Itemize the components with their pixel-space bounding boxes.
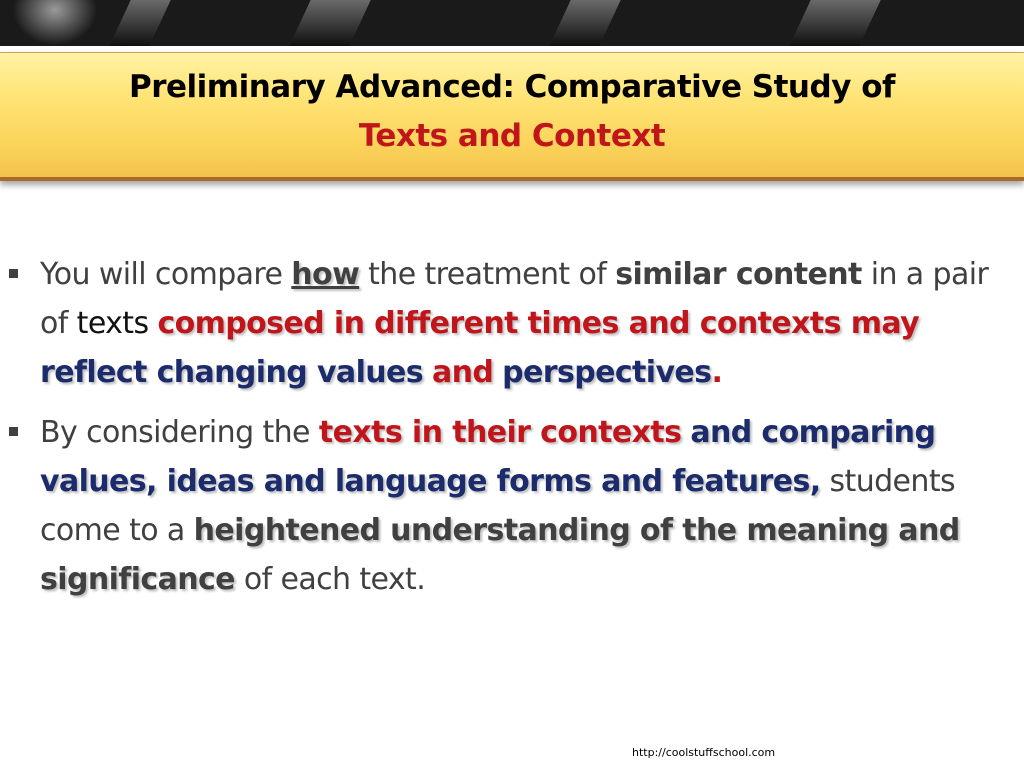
bullet-text	[423, 355, 432, 390]
bullet-text	[493, 355, 502, 390]
header-photo-strip	[0, 0, 1024, 46]
title-band	[0, 52, 1024, 181]
emphasis-and: and	[431, 355, 494, 390]
emphasis-period: .	[711, 355, 723, 390]
square-bullet-icon	[9, 427, 18, 436]
emphasis-similar-content: similar content	[615, 257, 862, 292]
square-bullet-icon	[9, 269, 18, 278]
bullet-text	[681, 415, 690, 450]
decorative-highlight	[289, 0, 370, 46]
bullet-text: You will compare	[40, 257, 292, 292]
emphasis-comparing-values: and comparing values, ideas and language forms and features,	[40, 415, 936, 499]
decorative-highlight	[109, 0, 170, 46]
slide-title: Preliminary Advanced: Comparative Study of	[129, 69, 895, 105]
bullet-text: students come to a	[40, 464, 956, 548]
decorative-highlight	[549, 0, 620, 46]
bullet-item	[0, 250, 1024, 397]
slide-subtitle: Texts and Context	[358, 118, 666, 154]
emphasis-reflect-changing-values: reflect changing values	[40, 355, 424, 390]
source-url: http://coolstuffschool.com	[632, 746, 776, 759]
emphasis-texts-in-their-contexts: texts in their contexts	[318, 415, 682, 450]
emphasis-composed-in-different-times: composed in different times and contexts may	[157, 306, 920, 341]
bullet-list	[0, 250, 1024, 604]
bullet-text: in a pair of	[40, 257, 989, 341]
emphasis-perspectives: perspectives	[502, 355, 712, 390]
emphasis-heightened-understanding: heightened understanding of the meaning and significance	[40, 513, 960, 597]
bullet-text: texts	[76, 306, 149, 341]
bullet-text: of each text.	[234, 562, 426, 597]
emphasis-how: how	[291, 257, 360, 292]
bullet-text: the treatment of	[359, 257, 616, 292]
bullet-text: By considering the	[40, 415, 319, 450]
decorative-highlight	[789, 0, 880, 46]
bullet-item	[0, 408, 1024, 604]
